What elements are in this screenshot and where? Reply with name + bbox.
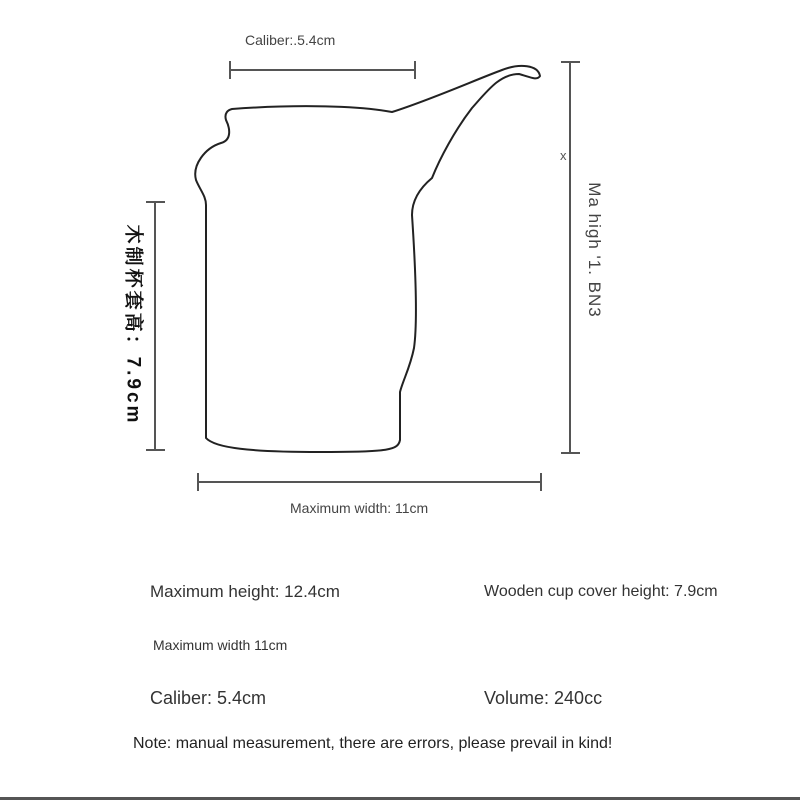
max-height-diagram-label: Ma high '1. BN3 [585, 182, 604, 318]
max-width-diagram-label: Maximum width: 11cm [290, 500, 429, 516]
cover-height-dimension-line [146, 202, 165, 450]
cover-height-spec: Wooden cup cover height: 7.9cm [484, 583, 718, 600]
measurement-note: Note: manual measurement, there are errors, please prevail in kind! [133, 735, 613, 752]
max-width-spec: Maximum width 11cm [153, 637, 288, 653]
cross-mark: x [560, 148, 567, 163]
cup-outline [195, 66, 540, 452]
volume-spec: Volume: 240cc [484, 688, 603, 708]
caliber-spec: Caliber: 5.4cm [150, 688, 267, 708]
cover-height-diagram-label: 木制杯套高：7.9cm [122, 224, 144, 426]
caliber-dimension-line [230, 61, 415, 79]
max-height-dimension-line [561, 62, 580, 453]
max-width-dimension-line [198, 473, 541, 491]
max-height-spec: Maximum height: 12.4cm [150, 582, 340, 601]
caliber-diagram-label: Caliber:.5.4cm [245, 32, 336, 48]
